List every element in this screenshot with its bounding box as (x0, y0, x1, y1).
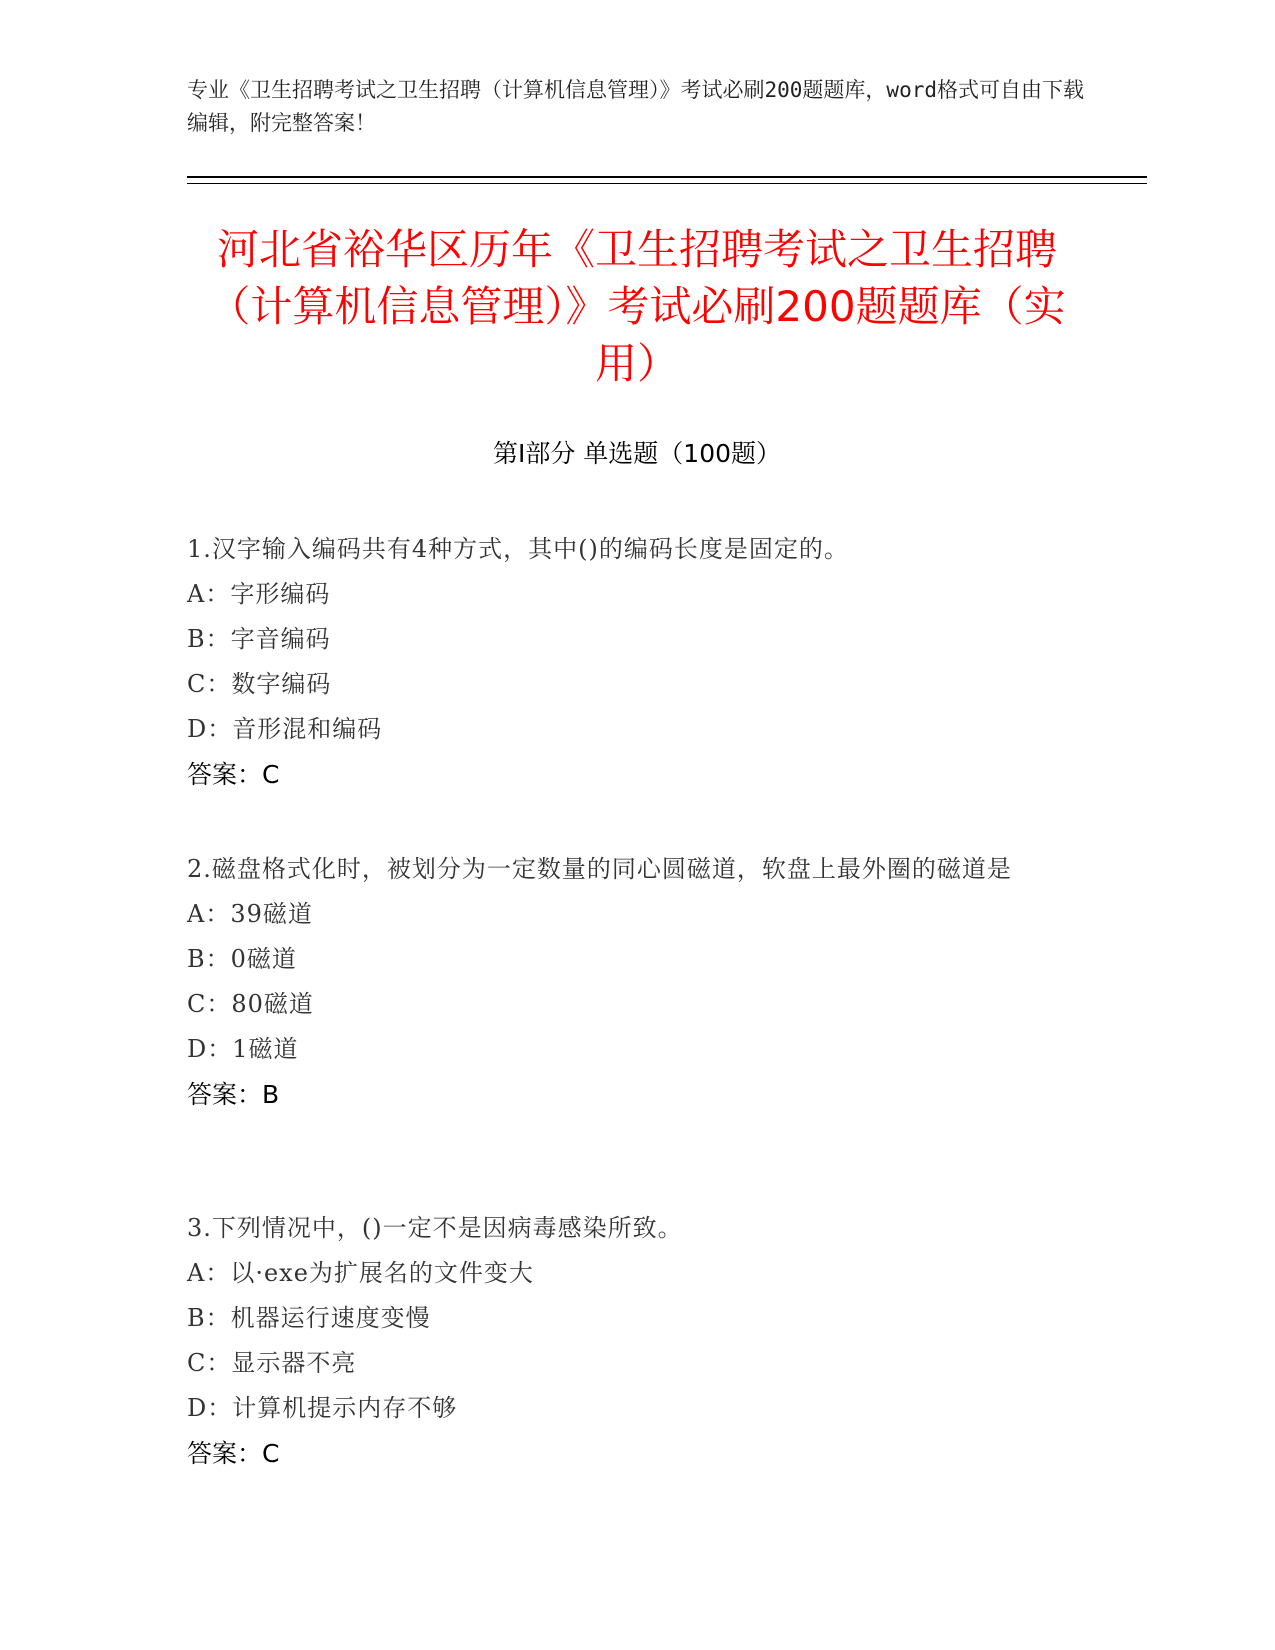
header-note: 专业《卫生招聘考试之卫生招聘（计算机信息管理）》考试必刷200题题库，word格式可自由下载编辑，附完整答案！ (187, 78, 1084, 135)
document-title: 河北省裕华区历年《卫生招聘考试之卫生招聘（计算机信息管理）》考试必刷200题题库（实用） (208, 225, 1066, 388)
header-divider-thin (187, 183, 1147, 184)
option-a: A：39磁道 (187, 900, 313, 928)
header-divider-thick (187, 176, 1147, 178)
question-stem: 3.下列情况中，()一定不是因病毒感染所致。 (187, 1214, 683, 1242)
answer-line: 答案：C (187, 1439, 280, 1468)
option-c: C：数字编码 (187, 670, 332, 698)
answer-line: 答案：C (187, 760, 280, 789)
question-block (187, 1206, 1087, 1476)
question-block (187, 527, 1087, 797)
question-stem: 1.汉字输入编码共有4种方式，其中()的编码长度是固定的。 (187, 535, 849, 563)
question-stem: 2.磁盘格式化时，被划分为一定数量的同心圆磁道，软盘上最外圈的磁道是 (187, 855, 1012, 883)
option-b: B：字音编码 (187, 625, 331, 653)
option-d: D：音形混和编码 (187, 715, 383, 743)
option-b: B：0磁道 (187, 945, 297, 973)
question-block (187, 847, 1087, 1117)
option-c: C：80磁道 (187, 990, 314, 1018)
option-d: D：计算机提示内存不够 (187, 1394, 458, 1422)
option-a: A：以·exe为扩展名的文件变大 (187, 1259, 534, 1287)
option-b: B：机器运行速度变慢 (187, 1304, 431, 1332)
option-d: D：1磁道 (187, 1035, 299, 1063)
answer-line: 答案：B (187, 1080, 280, 1109)
option-c: C：显示器不亮 (187, 1349, 357, 1377)
option-a: A：字形编码 (187, 580, 331, 608)
section-heading: 第Ⅰ部分 单选题（100题） (492, 439, 782, 468)
